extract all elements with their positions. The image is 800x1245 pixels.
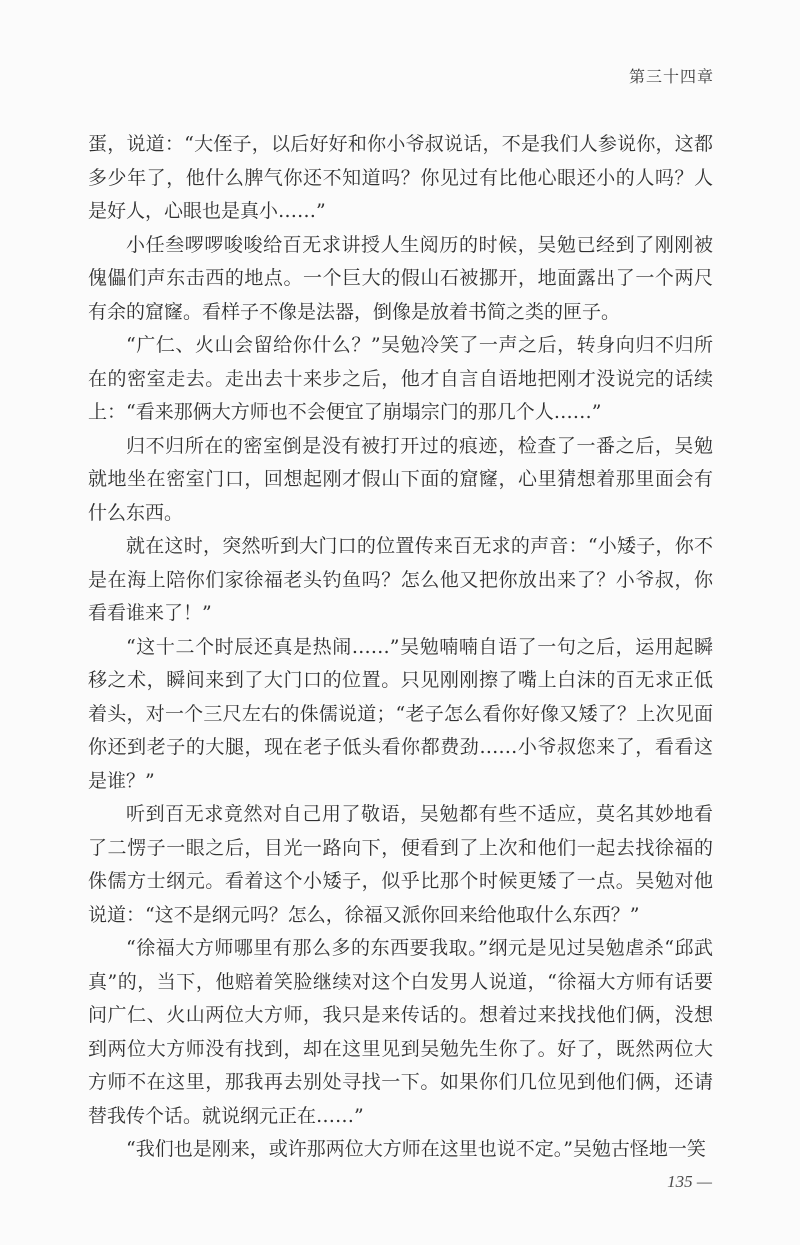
paragraph: “徐福大方师哪里有那么多的东西要我取。”纲元是见过吴勉虐杀“邱武真”的，当下，他赔着笑脸继续对这个白发男人说道，“徐福大方师有话要问广仁、火山两位大方师，我只是来传话的。想着过来找找他们俩，没想到两位大方师没有找到，却在这里见到吴勉先生你了。好了，既然两位大方师不在这里，那我再去别处寻找一下。如果你们几位见到他们俩，还请替我传个话。就说纲元正在……” [88, 937, 713, 1127]
paragraph: 蛋，说道：“大侄子，以后好好和你小爷叔说话，不是我们人参说你，这都多少年了，他什么脾气你还不知道吗？你见过有比他心眼还小的人吗？人是好人，心眼也是真小……” [88, 133, 713, 222]
paragraph: 小任叁啰啰唆唆给百无求讲授人生阅历的时候，吴勉已经到了刚刚被傀儡们声东击西的地点。一个巨大的假山石被挪开，地面露出了一个两尺有余的窟窿。看样子不像是法器，倒像是放着书简之类的匣子。 [88, 233, 713, 323]
page-body [88, 128, 713, 1167]
paragraph: “我们也是刚来，或许那两位大方师在这里也说不定。”吴勉古怪地一笑 [126, 1138, 706, 1160]
paragraph: 归不归所在的密室倒是没有被打开过的痕迹，检查了一番之后，吴勉就地坐在密室门口，回想起刚才假山下面的窟窿，心里猜想着那里面会有什么东西。 [88, 434, 713, 524]
paragraph: “这十二个时辰还真是热闹……”吴勉喃喃自语了一句之后，运用起瞬移之术，瞬间来到了大门口的位置。只见刚刚擦了嘴上白沫的百无求正低着头，对一个三尺左右的侏儒说道；“老子怎么看你好像又矮了？上次见面你还到老子的大腿，现在老子低头看你都费劲……小爷叔您来了，看看这是谁？” [88, 635, 713, 792]
page-number: 135 — [667, 1172, 712, 1191]
paragraph: 就在这时，突然听到大门口的位置传来百无求的声音：“小矮子，你不是在海上陪你们家徐福老头钓鱼吗？怎么他又把你放出来了？小爷叔，你看看谁来了！” [88, 535, 713, 624]
paragraph: 听到百无求竟然对自己用了敬语，吴勉都有些不适应，莫名其妙地看了二愣子一眼之后，目光一路向下，便看到了上次和他们一起去找徐福的侏儒方士纲元。看着这个小矮子，似乎比那个时候更矮了一点。吴勉对他说道：“这不是纲元吗？怎么，徐福又派你回来给他取什么东西？” [88, 803, 713, 926]
paragraph: “广仁、火山会留给你什么？”吴勉冷笑了一声之后，转身向归不归所在的密室走去。走出去十来步之后，他才自言自语地把刚才没说完的话续上：“看来那俩大方师也不会便宜了崩塌宗门的那几个人……” [88, 334, 713, 423]
chapter-title: 第三十四章 [628, 67, 714, 86]
